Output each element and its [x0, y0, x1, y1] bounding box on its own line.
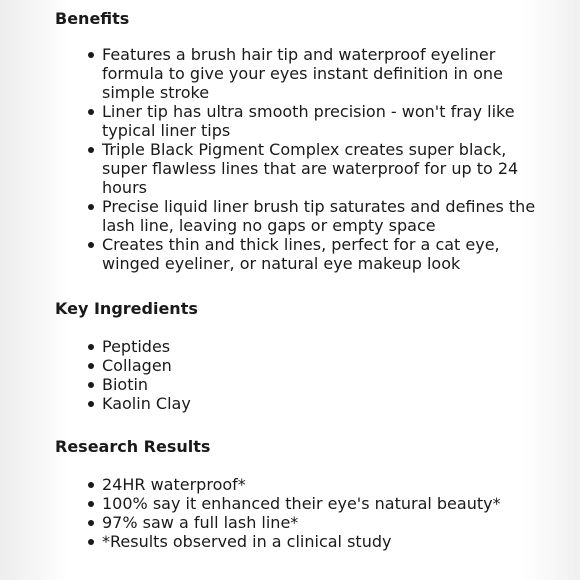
- ingredient-item: Collagen: [102, 356, 555, 375]
- research-results-list: [55, 475, 555, 551]
- key-ingredients-section: [55, 298, 555, 413]
- benefits-section: [55, 8, 555, 273]
- product-details-content: [55, 8, 555, 551]
- research-item: 100% say it enhanced their eye's natural beauty*: [102, 494, 555, 513]
- ingredient-item: Biotin: [102, 375, 555, 394]
- key-ingredients-list: [55, 337, 555, 413]
- research-item: 97% saw a full lash line*: [102, 513, 555, 532]
- benefits-heading: Benefits: [55, 9, 130, 28]
- key-ingredients-heading: Key Ingredients: [55, 299, 198, 318]
- research-results-heading: Research Results: [55, 437, 211, 456]
- benefit-item: Creates thin and thick lines, perfect for a cat eye, winged eyeliner, or natural eye makeup look: [102, 235, 555, 273]
- benefit-item: Liner tip has ultra smooth precision - won't fray like typical liner tips: [102, 102, 555, 140]
- research-item: 24HR waterproof*: [102, 475, 555, 494]
- ingredient-item: Peptides: [102, 337, 555, 356]
- research-results-section: [55, 436, 555, 551]
- benefits-list: [55, 45, 555, 273]
- research-item: *Results observed in a clinical study: [102, 532, 555, 551]
- ingredient-item: Kaolin Clay: [102, 394, 555, 413]
- benefit-item: Precise liquid liner brush tip saturates and defines the lash line, leaving no gaps or empty space: [102, 197, 555, 235]
- benefit-item: Features a brush hair tip and waterproof eyeliner formula to give your eyes instant definition in one simple stroke: [102, 45, 555, 102]
- benefit-item: Triple Black Pigment Complex creates super black, super flawless lines that are waterproof for up to 24 hours: [102, 140, 555, 197]
